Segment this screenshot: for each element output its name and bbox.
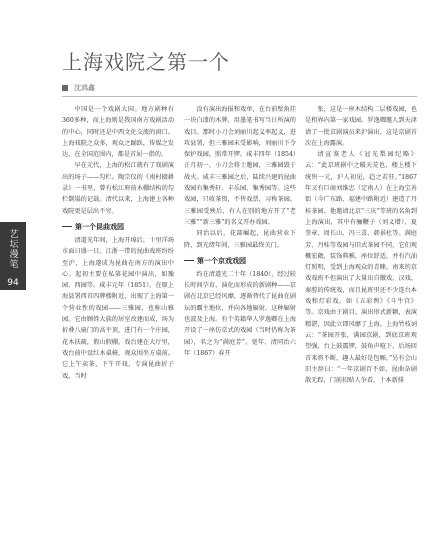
paragraph: 约在清道光二十年（1840），经过较长时间孕育、演化而形成的新剧种——京剧在北京已经风靡，逐渐替代了昆曲在剧坛的霸主地位，并向各地辐射。这种辐射也波及上海。有个英籍华人罗逸卿在上海开设了一座仿京式的戏园（当时仍称为茶园），名之为“满庭芳”。宽年，清同治六年（1867）春开 [184, 270, 296, 357]
article-title: 上海戏院之第一个 [62, 50, 230, 74]
section-label: 艺坛漫笔 [0, 222, 26, 276]
byline [62, 83, 95, 93]
paragraph: 早在元代，上海的松江就有了戏剧演出的场子——勾栏。陶宗仪的《南村辍耕录》一书里，曾有松江府前木棚结构的勾栏倒塌的记载。清代以来，上海建上各种戏院更是层出不穷。 [62, 162, 174, 215]
column-1 [62, 104, 174, 554]
column-2 [184, 104, 296, 554]
page-number: 94 [0, 276, 26, 290]
sidebar-strip [0, 0, 26, 222]
paragraph: 张，这是一座木结构二层楼戏园，也是租界内第一家戏园。罗逸卿邀人到天津请了一批京剧演员来沪演出，这是京剧首次在上海露演。 [305, 106, 417, 147]
section-heading: 第一个昆曲戏园 [62, 222, 174, 233]
paragraph: 同治以后，花部崛起，昆曲营业下降，到光绪年间，三雅园最终关门。 [184, 230, 296, 249]
paragraph: 没有演出海报和戏单，在台前壁角挂一块白漆的木牌，用墨笔书写当日所演的戏目。那时小刀会刘丽川起义率起义，进攻县署，但三雅园未受影响，刘丽川下令保护戏园，照常开锣。咸丰四年（1854）正月初一，小刀会将士邀园，三雅园毁于战火。咸丰三雅园之后，陆续兴建的昆曲戏园有集秀轩、丰乐园、集秀园等。这些戏园，只收茶资，不售戏票，习称茶园。三雅园受殃后，有人在别的地方开了“老三雅”“新三雅”的名义开办戏园。 [184, 106, 296, 226]
title-divider [62, 96, 417, 97]
paragraph: 中国是一个戏剧大国。地方剧种有360多种，而上海则是我国南方戏剧活动的中心，同时还是中西文化交流的窗口。上海戏院之众多，观众之踊跃，传媒之发达，在全国范围内，都是首屈一指的。 [62, 106, 174, 159]
sidebar [0, 0, 26, 559]
section-heading: 第一个京戏戏园 [184, 256, 296, 267]
byline-marker-icon [62, 85, 68, 91]
column-3 [305, 104, 417, 554]
author: 沈鸿鑫 [74, 84, 95, 92]
paragraph: 清道光年间，上海开埠后，十里洋场市面日盛一日。江浙一带的昆曲戏班纷纷至沪，上海遂成为昆曲在南方的演出中心。起初主要在私第花园中演出，如豫园、西园等。咸丰元年（1851），在原上海县署西首四牌楼附近，出现了上海第一个营业性的戏园——三雅园，也称山雅园。它由顾姓大族的居室改建而成，场为折叠八扇门的高平顶，进门有一个庄园，花木扶疏，假山假棚。戏台建在大厅里，戏台前中设红木桌椅，观众围坐方桌前。它上午卖茶，下午开戏，专演昆曲折子戏。当时 [62, 236, 174, 380]
paragraph: 清宣鉴老人《冠光梨园纪略》云：“此京班剧中之破天荒也，楼上楼下统售一元，沪人初见，趋之若狂。”1867年又有巨商刘维忠（定南人）在上海宝善街（今广东路、福建中路附近）建造了丹桂茶园。他邀请北京“三庆”等班的名角到上海演出，其中有骊鞭子（刘义增）、夏奎章、周长山、冯三喜、韩景杜等。满庭芳、丹桂等戏园与旧式茶园不同，它们观概宏敞，装饰典雅，座位舒适，并有汽油灯照明，受到上海观众的青睐。南来的京戏戏班不但演出了大量出自徽戏、汉戏、秦腔的传统戏，而且昆班里还不少连台本戏和灯彩戏，如《五彩舆》《斗牛宫》等。京戏由于剧目、演出形式新颖，表演精湛，因此立即风靡了上海。上海竹枝词云：“茶园开张，满园京剧，到底京班观望强，台上鼓震锣，鼓角声喧下，后场回首来将不断，趣人最好是包厢。”另有会山旧主辞曰：“一年京剧百不如，昆曲杂剧散无踪，门前招贴人争看，十本新排 [305, 151, 417, 385]
